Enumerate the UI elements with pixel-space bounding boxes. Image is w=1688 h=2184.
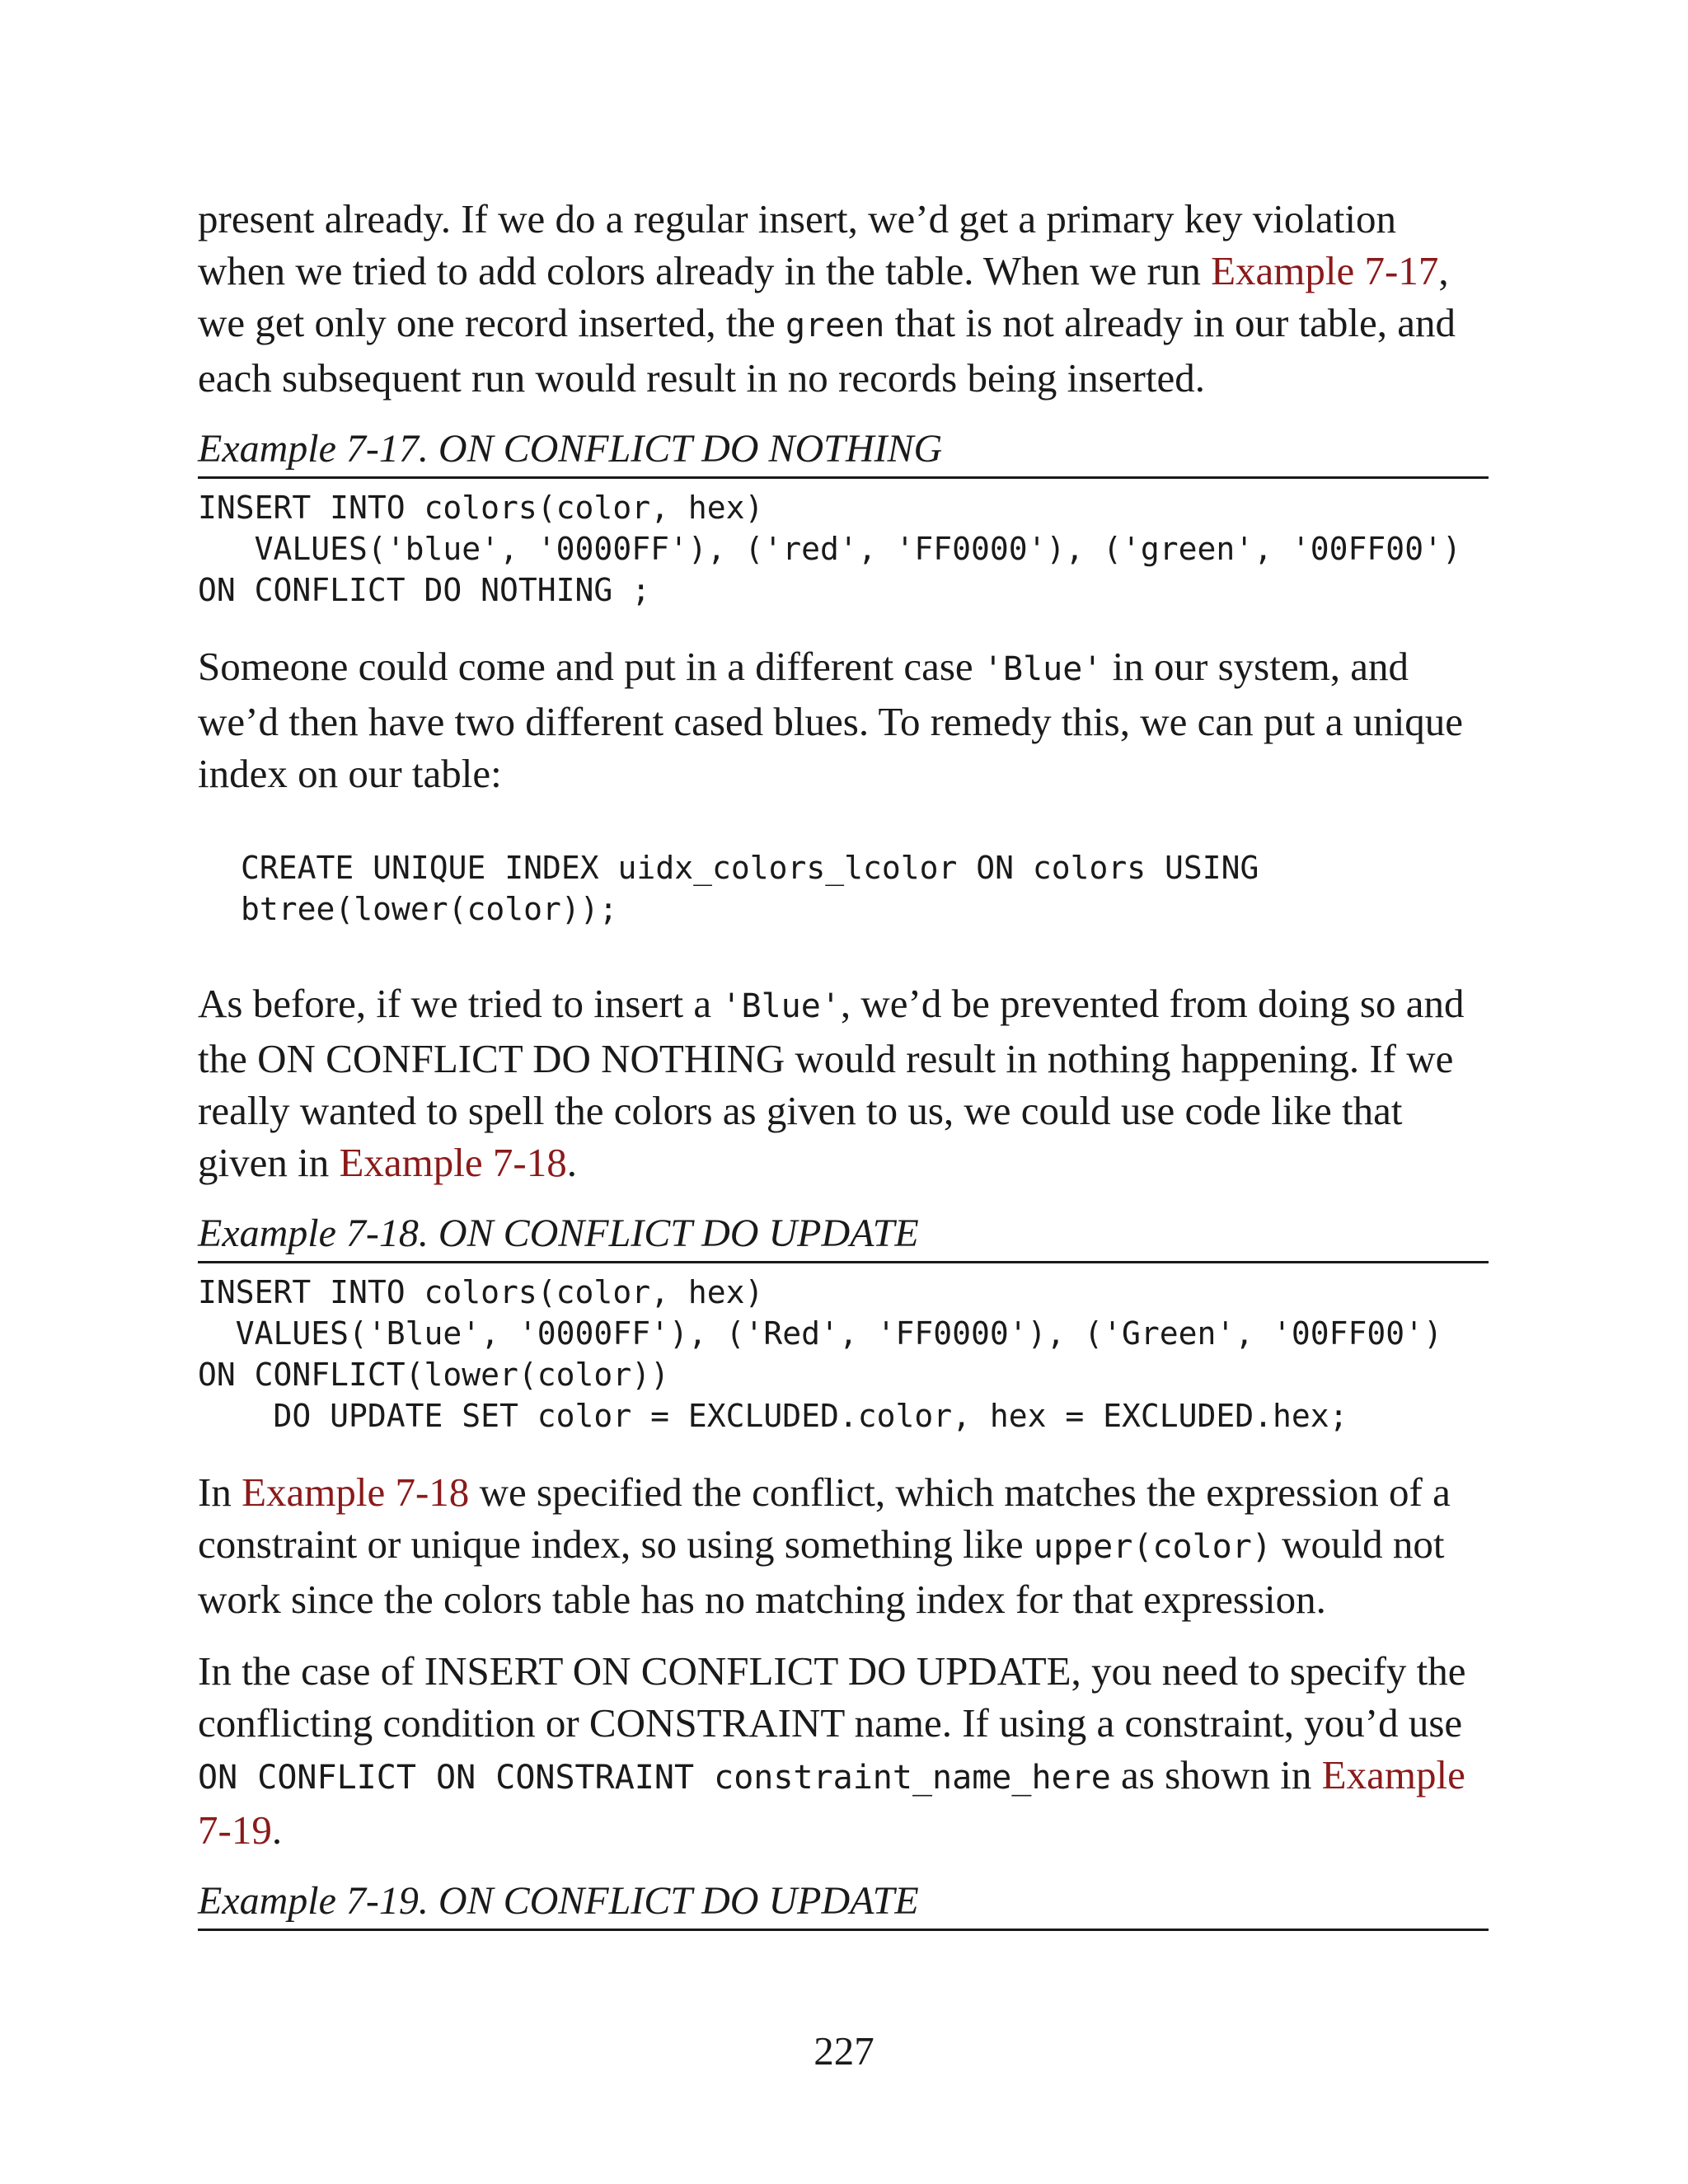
text-run: In <box>198 1469 242 1515</box>
text-run: , we get only one record inserted, the <box>198 248 1449 345</box>
text-run: As before, if we tried to insert a <box>198 981 722 1026</box>
paragraph-case <box>198 640 1489 799</box>
paragraph-intro <box>198 193 1489 404</box>
text-run: as shown in <box>1110 1752 1322 1797</box>
inline-code-blue: 'Blue' <box>982 650 1103 688</box>
text-run: that is not already in our table, and each subsequent run would result in no records being inserted. <box>198 300 1456 401</box>
book-page <box>198 193 1489 1939</box>
inline-code-green: green <box>785 307 885 344</box>
example-7-18-code: INSERT INTO colors(color, hex) VALUES('Blue', '0000FF'), ('Red', 'FF0000'), ('Green', '00FF00') ON CONFLICT(lower(color)) DO UPDATE SET color = EXCLUDED.color, hex = EXCLUDED.hex; <box>198 1274 1442 1434</box>
text-run: we specified the conflict, which matches the expression of a constraint or unique index, so using something like <box>198 1469 1451 1567</box>
text-run: . <box>566 1140 577 1185</box>
page-number: 227 <box>814 2028 874 2074</box>
inline-code-on-conflict-constraint: ON CONFLICT ON CONSTRAINT constraint_name_here <box>198 1759 1111 1797</box>
unique-index-code: CREATE UNIQUE INDEX uidx_colors_lcolor ON colors USING btree(lower(color)); <box>241 850 1259 927</box>
link-example-7-17[interactable]: Example 7-17 <box>1211 248 1439 293</box>
inline-code-blue: 'Blue' <box>721 987 841 1025</box>
example-7-17-code: INSERT INTO colors(color, hex) VALUES('blue', '0000FF'), ('red', 'FF0000'), ('green', '00FF00') ON CONFLICT DO NOTHING ; <box>198 490 1461 608</box>
text-run: in our system, and we’d then have two different cased blues. To remedy this, we can put a unique index on our table: <box>198 644 1464 796</box>
text-run: Someone could come and put in a different case <box>198 644 983 689</box>
paragraph-constraint <box>198 1645 1489 1856</box>
inline-code-upper-color: upper(color) <box>1033 1528 1272 1566</box>
text-run: present already. If we do a regular insert, we’d get a primary key violation when we tried to add colors already in the table. When we run <box>198 196 1396 293</box>
text-run: . <box>271 1807 283 1853</box>
link-example-7-18[interactable]: Example 7-18 <box>339 1140 567 1185</box>
example-7-17-caption: Example 7-17. ON CONFLICT DO NOTHING <box>198 424 1489 479</box>
paragraph-as-before <box>198 977 1489 1188</box>
example-7-18-caption: Example 7-18. ON CONFLICT DO UPDATE <box>198 1208 1489 1263</box>
example-7-19-caption: Example 7-19. ON CONFLICT DO UPDATE <box>198 1876 1489 1931</box>
text-run: would not work since the colors table has no matching index for that expression. <box>198 1521 1445 1622</box>
link-example-7-18[interactable]: Example 7-18 <box>241 1469 470 1515</box>
text-run: In the case of INSERT ON CONFLICT DO UPDATE, you need to specify the conflicting condition or CONSTRAINT name. If using a constraint, you’d use <box>198 1648 1466 1746</box>
text-run: , we’d be prevented from doing so and the ON CONFLICT DO NOTHING would result in nothing happening. If we really wanted to spell the colors as given to us, we could use code like that given in <box>198 981 1465 1185</box>
paragraph-conflict-expression <box>198 1466 1489 1625</box>
link-example-7-19[interactable]: Example 7-19 <box>198 1752 1465 1853</box>
